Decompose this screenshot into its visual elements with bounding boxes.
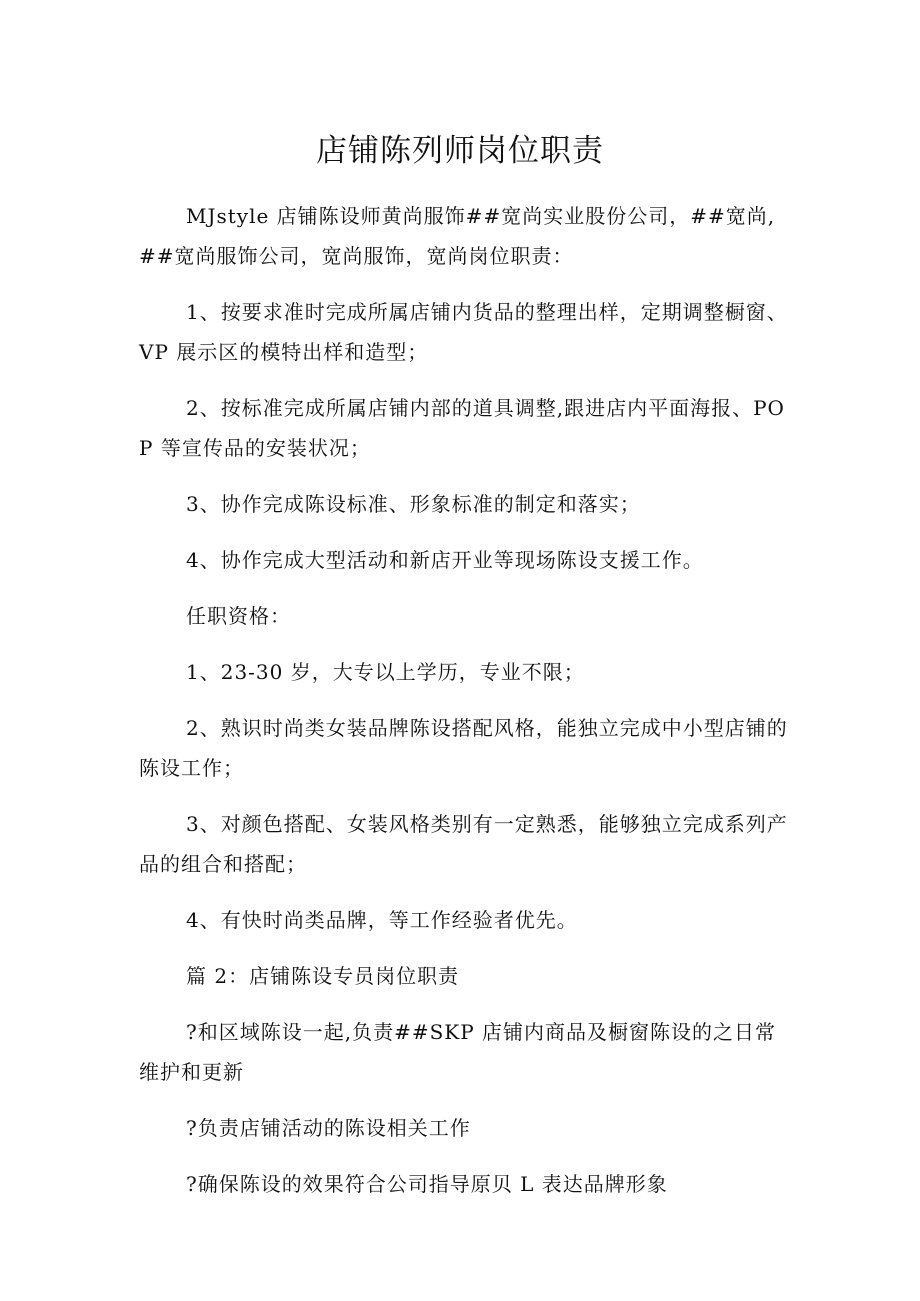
paragraph-qualifications-heading: 任职资格：	[186, 604, 291, 628]
paragraph-section-2-heading: 篇 2：店铺陈设专员岗位职责	[186, 964, 460, 988]
paragraph-duty-3: 3、协作完成陈设标准、形象标准的制定和落实；	[186, 492, 641, 516]
paragraph-intro: MJstyle 店铺陈设师黄尚服饰##宽尚实业股份公司，##宽尚,##宽尚服饰公司，宽尚服饰，宽尚岗位职责：	[139, 204, 776, 268]
paragraph-section-2-item-3: ?确保陈设的效果符合公司指导原贝 L 表达品牌形象	[186, 1172, 668, 1196]
paragraph-duty-1: 1、按要求准时完成所属店铺内货品的整理出样，定期调整橱窗、VP 展示区的模特出样和造型；	[139, 300, 788, 364]
paragraph-duty-4: 4、协作完成大型活动和新店开业等现场陈设支援工作。	[186, 548, 704, 572]
document-title: 店铺陈列师岗位职责	[316, 133, 604, 169]
paragraph-qualification-1: 1、23-30 岁，大专以上学历，专业不限；	[186, 660, 585, 684]
paragraph-qualification-4: 4、有快时尚类品牌，等工作经验者优先。	[186, 908, 578, 932]
paragraph-duty-2: 2、按标准完成所属店铺内部的道具调整,跟进店内平面海报、POP 等宣传品的安装状况；	[139, 396, 785, 460]
paragraph-qualification-3: 3、对颜色搭配、女装风格类别有一定熟悉，能够独立完成系列产品的组合和搭配；	[139, 812, 788, 876]
paragraph-qualification-2: 2、熟识时尚类女装品牌陈设搭配风格，能独立完成中小型店铺的陈设工作；	[139, 716, 788, 780]
document-body	[139, 196, 789, 1220]
paragraph-section-2-item-1: ?和区域陈设一起,负责##SKP 店铺内商品及橱窗陈设的之日常维护和更新	[139, 1020, 777, 1084]
paragraph-section-2-item-2: ?负责店铺活动的陈设相关工作	[186, 1116, 471, 1140]
